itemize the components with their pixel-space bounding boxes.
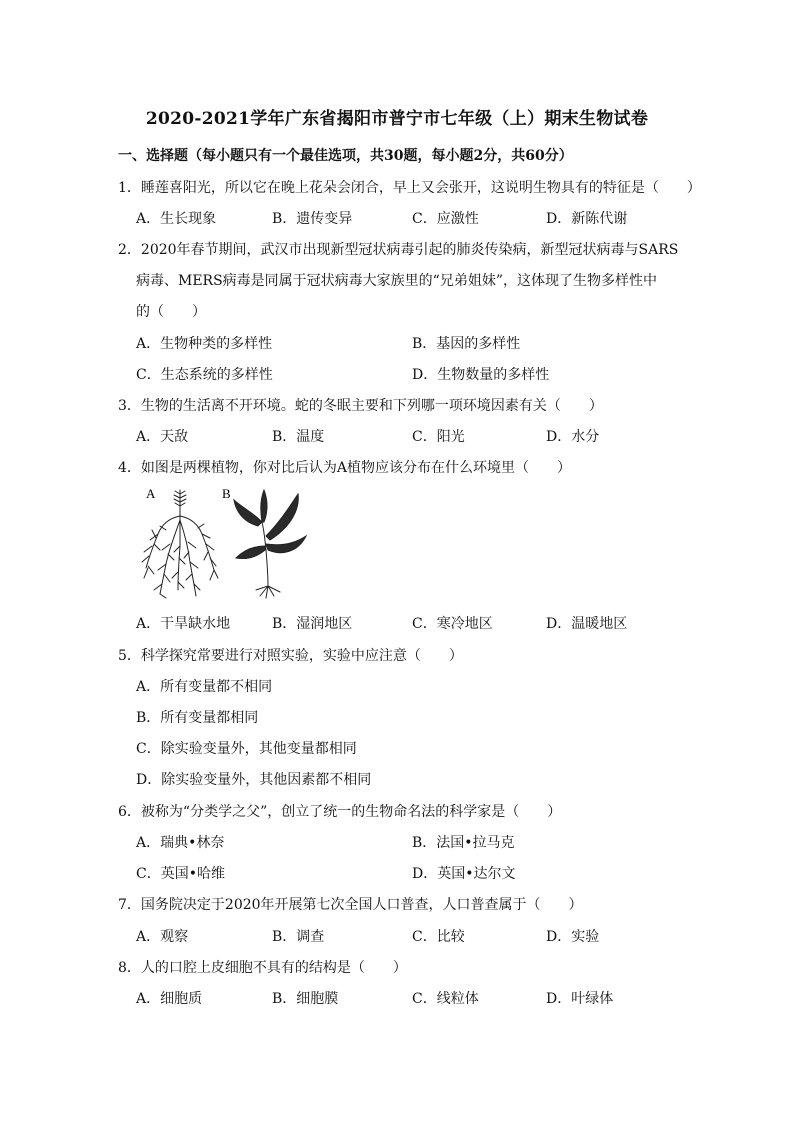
q4-option-b: B．湿润地区	[272, 616, 353, 632]
plant-b-label: B	[222, 486, 231, 501]
q2-option-b: B．基因的多样性	[412, 336, 521, 352]
question-2-stem-line2: 病毒、MERS病毒是同属于冠状病毒大家族里的“兄弟姐妹”，这体现了生物多样性中	[136, 273, 657, 289]
q5-option-a: A．所有变量都不相同	[136, 679, 273, 695]
q7-option-a: A．观察	[136, 929, 189, 945]
q3-option-b: B．温度	[272, 429, 325, 445]
plant-a-label: A	[146, 486, 156, 501]
question-7-stem: 7．国务院决定于2020年开展第七次全国人口普查，人口普查属于（ ）	[118, 897, 583, 913]
q3-option-d: D．水分	[546, 429, 600, 445]
question-3-stem: 3．生物的生活离不开环境。蛇的冬眠主要和下列哪一项环境因素有关（ ）	[118, 398, 603, 414]
q5-option-c: C．除实验变量外，其他变量都相同	[136, 741, 357, 757]
q6-option-d: D．英国•达尔文	[412, 866, 516, 882]
q8-option-c: C．线粒体	[412, 991, 479, 1007]
q8-option-a: A．细胞质	[136, 991, 203, 1007]
q7-option-b: B．调查	[272, 929, 325, 945]
q8-option-b: B．细胞膜	[272, 991, 339, 1007]
question-8-stem: 8．人的口腔上皮细胞不具有的结构是（ ）	[118, 960, 407, 976]
plant-b-drawing	[234, 490, 306, 598]
section-heading: 一、选择题（每小题只有一个最佳选项，共30题，每小题2分，共60分）	[118, 148, 573, 164]
question-5-stem: 5．科学探究常要进行对照实验，实验中应注意（ ）	[118, 648, 463, 664]
q2-option-a: A．生物种类的多样性	[136, 336, 273, 352]
q4-option-c: C．寒冷地区	[412, 616, 493, 632]
question-1-stem: 1．睡莲喜阳光，所以它在晚上花朵会闭合，早上又会张开，这说明生物具有的特征是（ ）	[118, 180, 701, 196]
q1-option-b: B．遗传变异	[272, 211, 353, 227]
q1-option-d: D．新陈代谢	[546, 211, 628, 227]
q6-option-c: C．英国•哈维	[136, 866, 225, 882]
q7-option-c: C．比较	[412, 929, 465, 945]
q2-option-d: D．生物数量的多样性	[412, 367, 550, 383]
q4-option-d: D．温暖地区	[546, 616, 628, 632]
exam-title: 2020-2021学年广东省揭阳市普宁市七年级（上）期末生物试卷	[145, 109, 649, 129]
plant-comparison-figure	[140, 486, 330, 602]
q4-option-a: A．干旱缺水地	[136, 616, 231, 632]
q1-option-c: C．应激性	[412, 211, 479, 227]
q6-option-a: A．瑞典•林奈	[136, 835, 225, 851]
question-2-stem-line3: 的（ ）	[136, 304, 206, 320]
q1-option-a: A．生长现象	[136, 211, 217, 227]
q5-option-d: D．除实验变量外，其他因素都不相同	[136, 772, 372, 788]
q7-option-d: D．实验	[546, 929, 600, 945]
plant-a-drawing	[142, 490, 218, 598]
q8-option-d: D．叶绿体	[546, 991, 614, 1007]
q2-option-c: C．生态系统的多样性	[136, 367, 273, 383]
q6-option-b: B．法国•拉马克	[412, 835, 515, 851]
question-6-stem: 6．被称为“分类学之父”，创立了统一的生物命名法的科学家是（ ）	[118, 804, 562, 820]
q3-option-a: A．天敌	[136, 429, 189, 445]
question-2-stem-line1: 2．2020年春节期间，武汉市出现新型冠状病毒引起的肺炎传染病，新型冠状病毒与SARS	[118, 242, 679, 258]
q5-option-b: B．所有变量都相同	[136, 710, 259, 726]
q3-option-c: C．阳光	[412, 429, 465, 445]
question-4-stem: 4．如图是两棵植物，你对比后认为A植物应该分布在什么环境里（ ）	[118, 460, 572, 476]
